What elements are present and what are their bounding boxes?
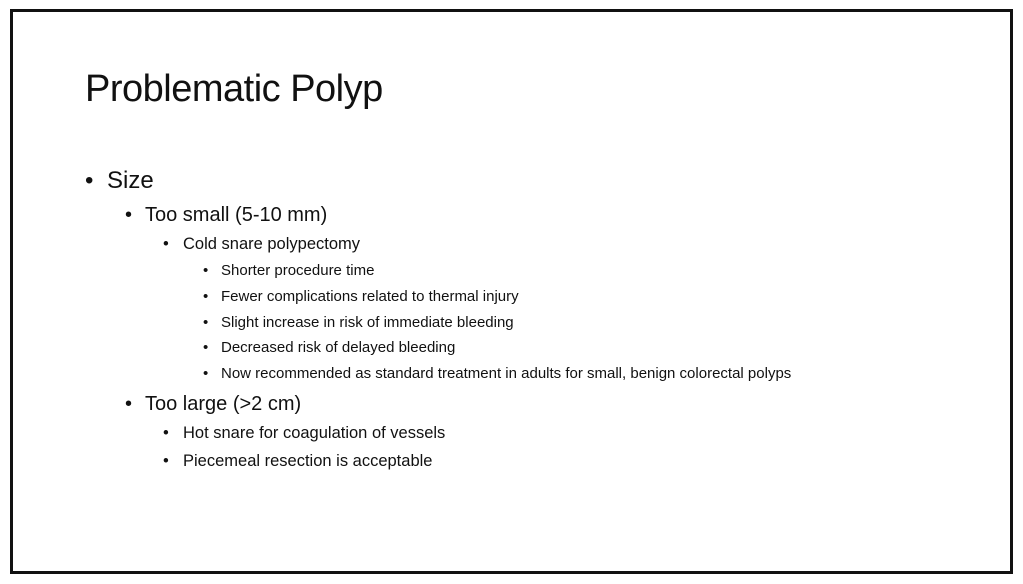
bullet-immediate-bleeding: [203, 314, 514, 331]
bullet-dot: •: [203, 314, 209, 331]
bullet-text: Slight increase in risk of immediate bleeding: [221, 314, 514, 331]
bullet-text: Size: [107, 167, 154, 194]
bullet-delayed-bleeding: [203, 339, 455, 356]
bullet-standard-treatment: [203, 365, 791, 382]
bullet-text: Too large (>2 cm): [145, 393, 302, 415]
bullet-too-large: [125, 393, 301, 416]
bullet-dot: •: [125, 393, 133, 415]
bullet-text: Now recommended as standard treatment in adults for small, benign colorectal polyps: [221, 365, 792, 382]
bullet-text: Decreased risk of delayed bleeding: [221, 339, 456, 356]
bullet-cold-snare: [163, 235, 360, 254]
bullet-piecemeal: [163, 452, 432, 471]
bullet-size: [85, 167, 154, 195]
bullet-text: Shorter procedure time: [221, 262, 375, 279]
bullet-dot: •: [203, 288, 209, 305]
bullet-dot: •: [125, 204, 133, 226]
slide-title: Problematic Polyp: [85, 68, 383, 110]
bullet-dot: •: [163, 235, 169, 253]
bullet-fewer-complications: [203, 288, 519, 305]
bullet-text: Hot snare for coagulation of vessels: [183, 424, 446, 442]
bullet-shorter-time: [203, 262, 374, 279]
bullet-dot: •: [203, 339, 209, 356]
slide: [10, 9, 1013, 574]
bullet-too-small: [125, 204, 327, 227]
bullet-text: Too small (5-10 mm): [145, 204, 328, 226]
bullet-dot: •: [203, 365, 209, 382]
bullet-text: Piecemeal resection is acceptable: [183, 452, 433, 470]
bullet-text: Cold snare polypectomy: [183, 235, 361, 253]
bullet-text: Fewer complications related to thermal injury: [221, 288, 519, 305]
bullet-hot-snare: [163, 424, 445, 443]
bullet-dot: •: [203, 262, 209, 279]
bullet-dot: •: [163, 452, 169, 470]
bullet-dot: •: [163, 424, 169, 442]
bullet-dot: •: [85, 167, 94, 194]
